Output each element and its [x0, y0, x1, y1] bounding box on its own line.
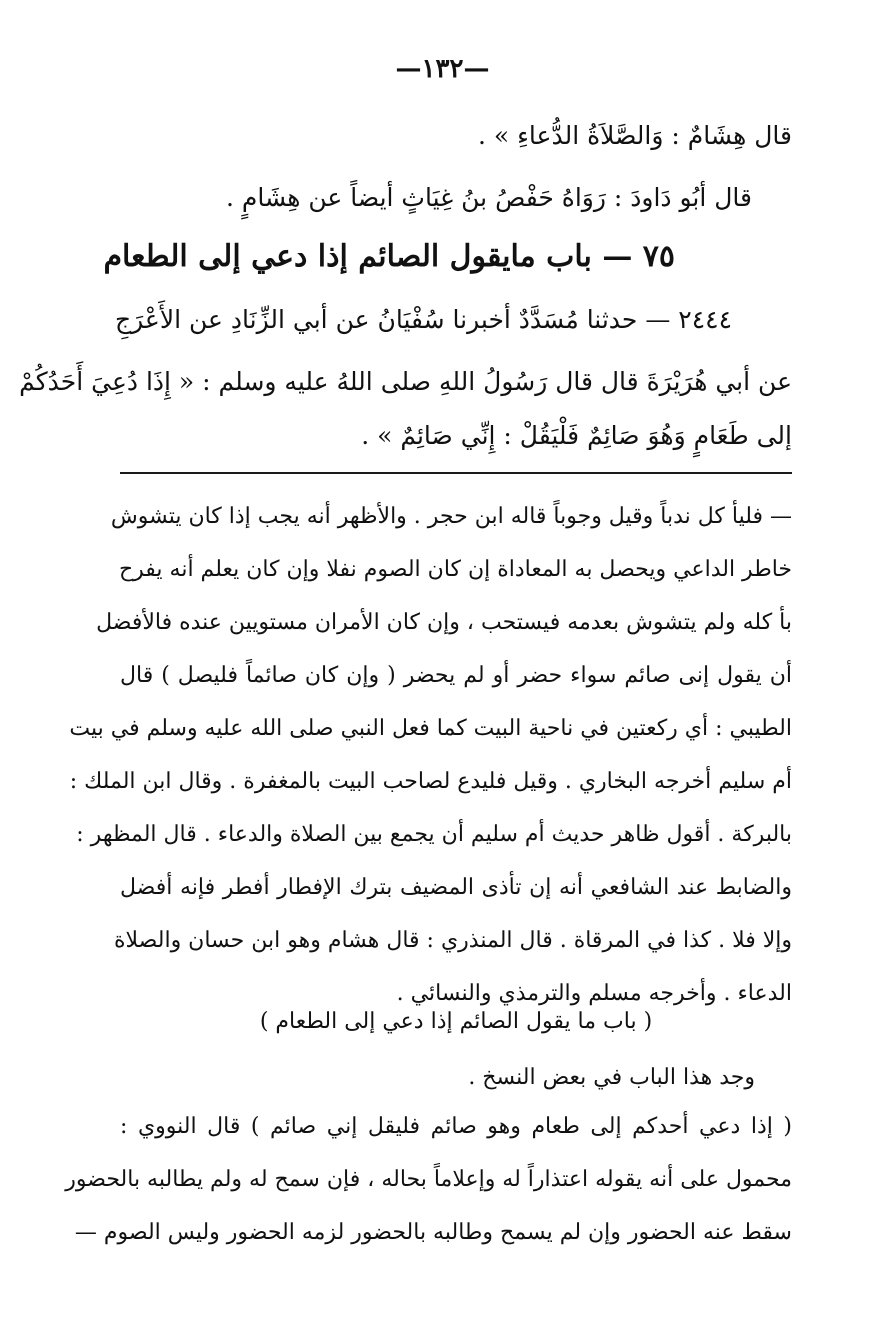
sharh-line-10: الدعاء . وأخرجه مسلم والترمذي والنسائي . [396, 981, 792, 1006]
sharh-line-9: وإلا فلا . كذا في المرقاة . قال المنذري : قال هشام وهو ابن حسان والصلاة [114, 928, 792, 953]
sharh-line-2: خاطر الداعي ويحصل به المعاداة إن كان الصوم نفلا وإن كان يعلم أنه يفرح [118, 557, 792, 582]
page-number: —١٣٢— [395, 54, 490, 84]
sharh-line-3: بأ كله ولم يتشوش بعدمه فيستحب ، وإن كان الأمران مستويين عنده فالأفضل [96, 610, 792, 635]
sharh-line-8: والضابط عند الشافعي أنه إن تأذى المضيف بترك الإفطار أفطر فإنه أفضل [120, 875, 792, 900]
sharh-line-6: أم سليم أخرجه البخاري . وقيل فليدع لصاحب البيت بالمغفرة . وقال ابن الملك : [69, 769, 792, 794]
sharh-final-line-3: سقط عنه الحضور وإن لم يسمح وطالبه بالحضور لزمه الحضور وليس الصوم — [74, 1220, 792, 1245]
sharh-final-line-2: محمول على أنه يقوله اعتذاراً له وإعلاماً بحاله ، فإن سمح له ولم يطالبه بالحضور [65, 1167, 792, 1192]
sharh-line-1: — فليأ كل ندباً وقيل وجوباً قاله ابن حجر . والأظهر أنه يجب إذا كان يتشوش [110, 504, 792, 529]
sharh-line-4: أن يقول إنى صائم سواء حضر أو لم يحضر ( وإن كان صائماً فليصل ) قال [120, 663, 792, 688]
bab-heading: ٧٥ — باب مايقول الصائم إذا دعي إلى الطعام [103, 239, 675, 274]
sharh-final-line-1: ( إذا دعي أحدكم إلى طعام وهو صائم فليقل إني صائم ) قال النووي : [120, 1114, 792, 1139]
sharh-note: وجد هذا الباب في بعض النسخ . [468, 1065, 755, 1090]
sharh-line-7: بالبركة . أقول ظاهر حديث أم سليم أن يجمع بين الصلاة والدعاء . قال المظهر : [76, 822, 792, 847]
hadith-line-2: عن أبي هُرَيْرَةَ قال قال رَسُولُ اللهِ صلى اللهُ عليه وسلم : « إِذَا دُعِيَ أَحَدُكُمْ [19, 367, 792, 396]
sharh-line-5: الطيبي : أي ركعتين في ناحية البيت كما فعل النبي صلى الله عليه وسلم في بيت [69, 716, 792, 741]
footnote-separator [120, 472, 792, 474]
matn-line-2: قال أبُو دَاودَ : رَوَاهُ حَفْصُ بنُ غِيَاثٍ أيضاً عن هِشَامٍ . [225, 183, 752, 212]
hadith-line-3: إلى طَعَامٍ وَهُوَ صَائِمٌ فَلْيَقُلْ : إِنِّي صَائِمٌ » . [361, 421, 792, 450]
hadith-line-1: ٢٤٤٤ — حدثنا مُسَدَّدٌ أخبرنا سُفْيَانُ عن أبي الزِّنَادِ عن الأَعْرَجِ [114, 305, 732, 334]
matn-line-1: قال هِشَامٌ : وَالصَّلاَةُ الدُّعاءِ » . [478, 121, 792, 150]
sharh-bab-title: ( باب ما يقول الصائم إذا دعي إلى الطعام ) [259, 1009, 653, 1034]
